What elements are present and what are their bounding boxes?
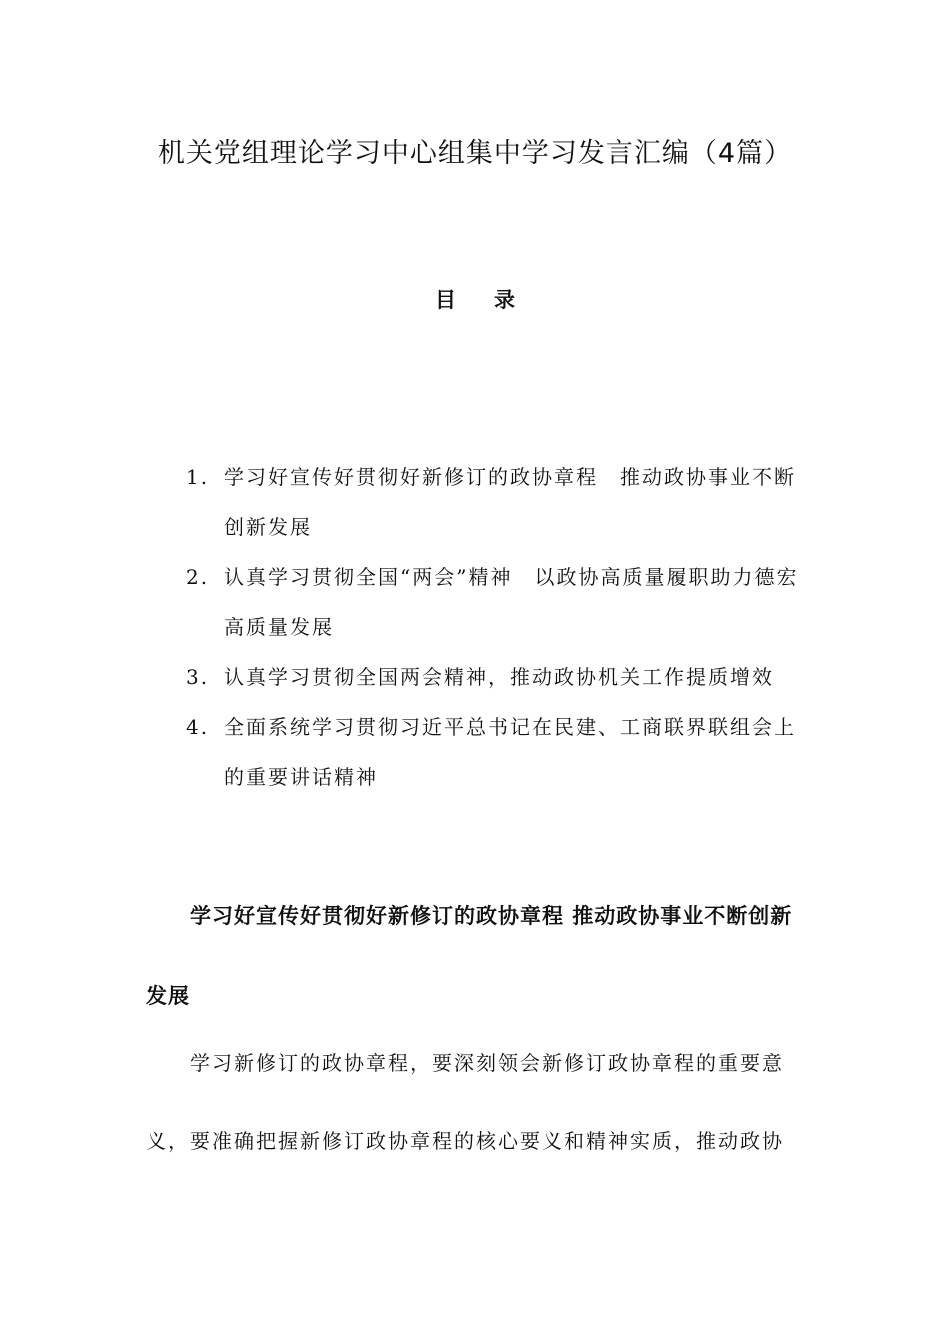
- toc-item-text: 认真学习贯彻全国两会精神，推动政协机关工作提质增效: [224, 665, 774, 689]
- body-paragraph: 学习新修订的政协章程，要深刻领会新修订政协章程的重要意义，要准确把握新修订政协章程的核心要义和精神实质，推动政协: [146, 1051, 784, 1153]
- toc-item-text: 全面系统学习贯彻习近平总书记在民建、工商联界联组会上的重要讲话精神: [224, 715, 796, 789]
- toc-item: [186, 702, 816, 802]
- toc-heading: 目录: [435, 288, 553, 312]
- document-title: 机关党组理论学习中心组集中学习发言汇编（4篇）: [157, 138, 793, 169]
- toc-list: [186, 452, 816, 802]
- toc-item-number: 2.: [186, 565, 210, 589]
- toc-item: [186, 552, 816, 652]
- toc-item-number: 1.: [186, 465, 210, 489]
- toc-item-number: 3.: [186, 665, 210, 689]
- toc-item: [186, 452, 816, 552]
- toc-item-text: 学习好宣传好贯彻好新修订的政协章程 推动政协事业不断创新发展: [224, 465, 796, 539]
- toc-item: [186, 652, 816, 702]
- section-heading: 学习好宣传好贯彻好新修订的政协章程 推动政协事业不断创新发展: [146, 904, 793, 1008]
- toc-item-text: 认真学习贯彻全国“两会”精神 以政协高质量履职助力德宏高质量发展: [224, 565, 799, 639]
- toc-item-number: 4.: [186, 715, 210, 739]
